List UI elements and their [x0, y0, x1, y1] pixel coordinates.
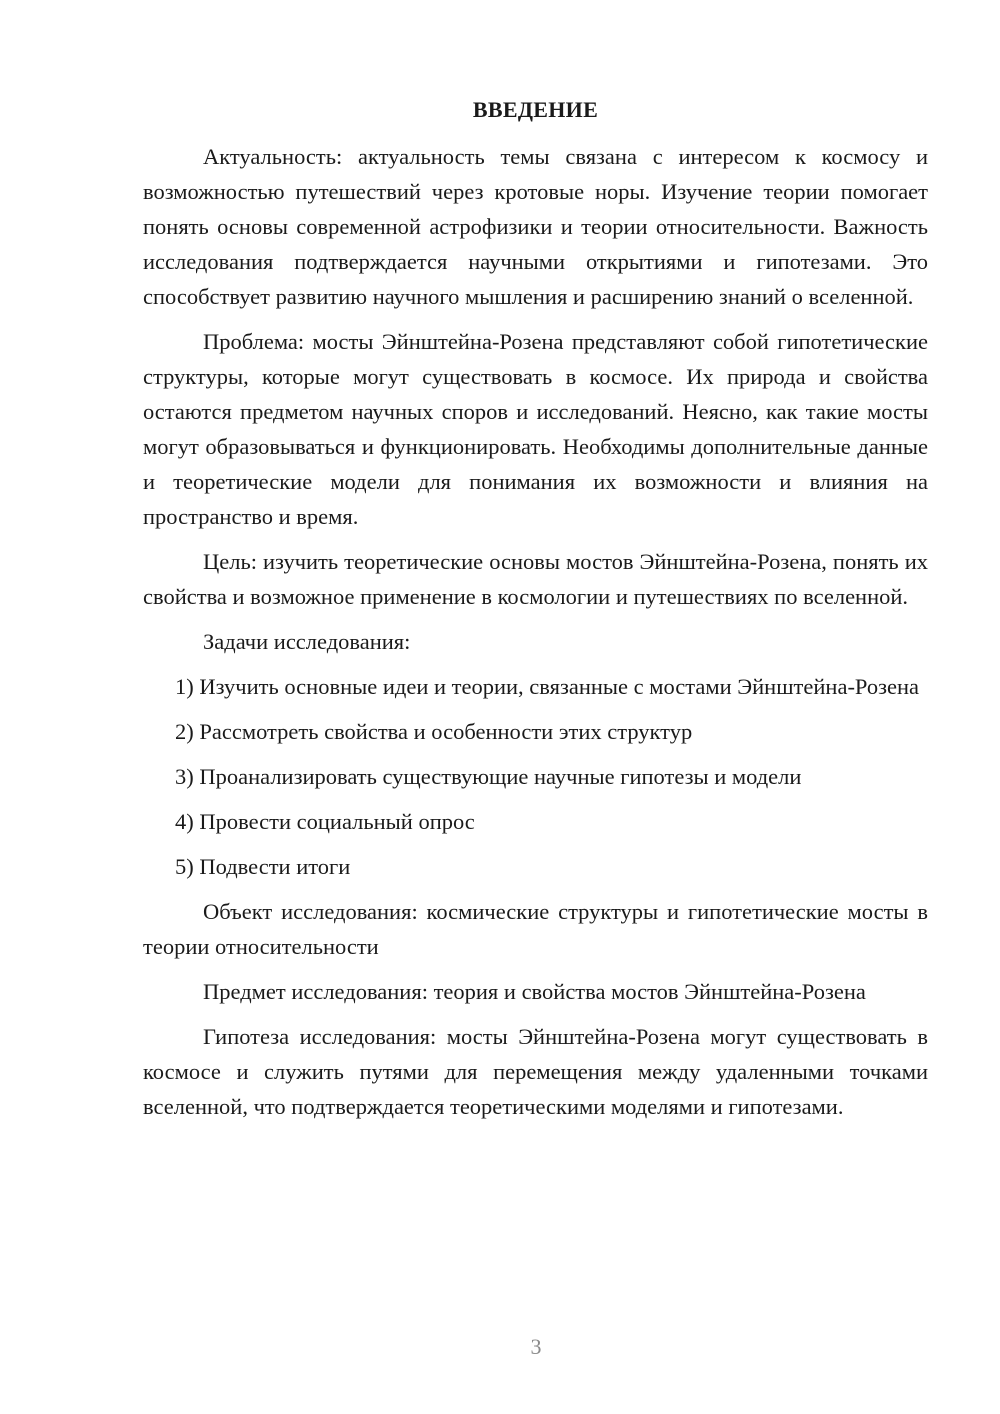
- paragraph-subject: Предмет исследования: теория и свойства мостов Эйнштейна-Розена: [203, 979, 866, 1004]
- tasks-heading: Задачи исследования:: [203, 629, 411, 654]
- list-item: 2) Рассмотреть свойства и особенности этих структур: [175, 719, 693, 744]
- page-number: 3: [530, 1334, 542, 1359]
- list-item: 5) Подвести итоги: [175, 854, 351, 879]
- list-item: 4) Провести социальный опрос: [175, 809, 475, 834]
- paragraph-goal: Цель: изучить теоретические основы мостов Эйнштейна-Розена, понять их свойства и возможное применение в космологии и путешествиях по вселенной.: [143, 549, 928, 609]
- list-item: 1) Изучить основные идеи и теории, связанные с мостами Эйнштейна-Розена: [175, 674, 920, 699]
- paragraph-relevance: Актуальность: актуальность темы связана с интересом к космосу и возможностью путешествий через кротовые норы. Изучение теории помогает понять основы современной астрофизики и теории относительности. Важность исследования подтверждается научными открытиями и гипотезами. Это способствует развитию научного мышления и расширению знаний о вселенной.: [143, 144, 928, 309]
- page-content: [143, 92, 928, 1134]
- paragraph-object: Объект исследования: космические структуры и гипотетические мосты в теории относительности: [143, 899, 928, 959]
- paragraph-problem: Проблема: мосты Эйнштейна-Розена представляют собой гипотетические структуры, которые могут существовать в космосе. Их природа и свойства остаются предметом научных споров и исследований. Неясно, как такие мосты могут образовываться и функционировать. Необходимы дополнительные данные и теоретические модели для понимания их возможности и влияния на пространство и время.: [143, 329, 928, 529]
- paragraph-hypothesis: Гипотеза исследования: мосты Эйнштейна-Розена могут существовать в космосе и служить путями для перемещения между удаленными точками вселенной, что подтверждается теоретическими моделями и гипотезами.: [143, 1024, 928, 1119]
- list-item: 3) Проанализировать существующие научные гипотезы и модели: [175, 764, 802, 789]
- page-title: ВВЕДЕНИЕ: [472, 97, 599, 122]
